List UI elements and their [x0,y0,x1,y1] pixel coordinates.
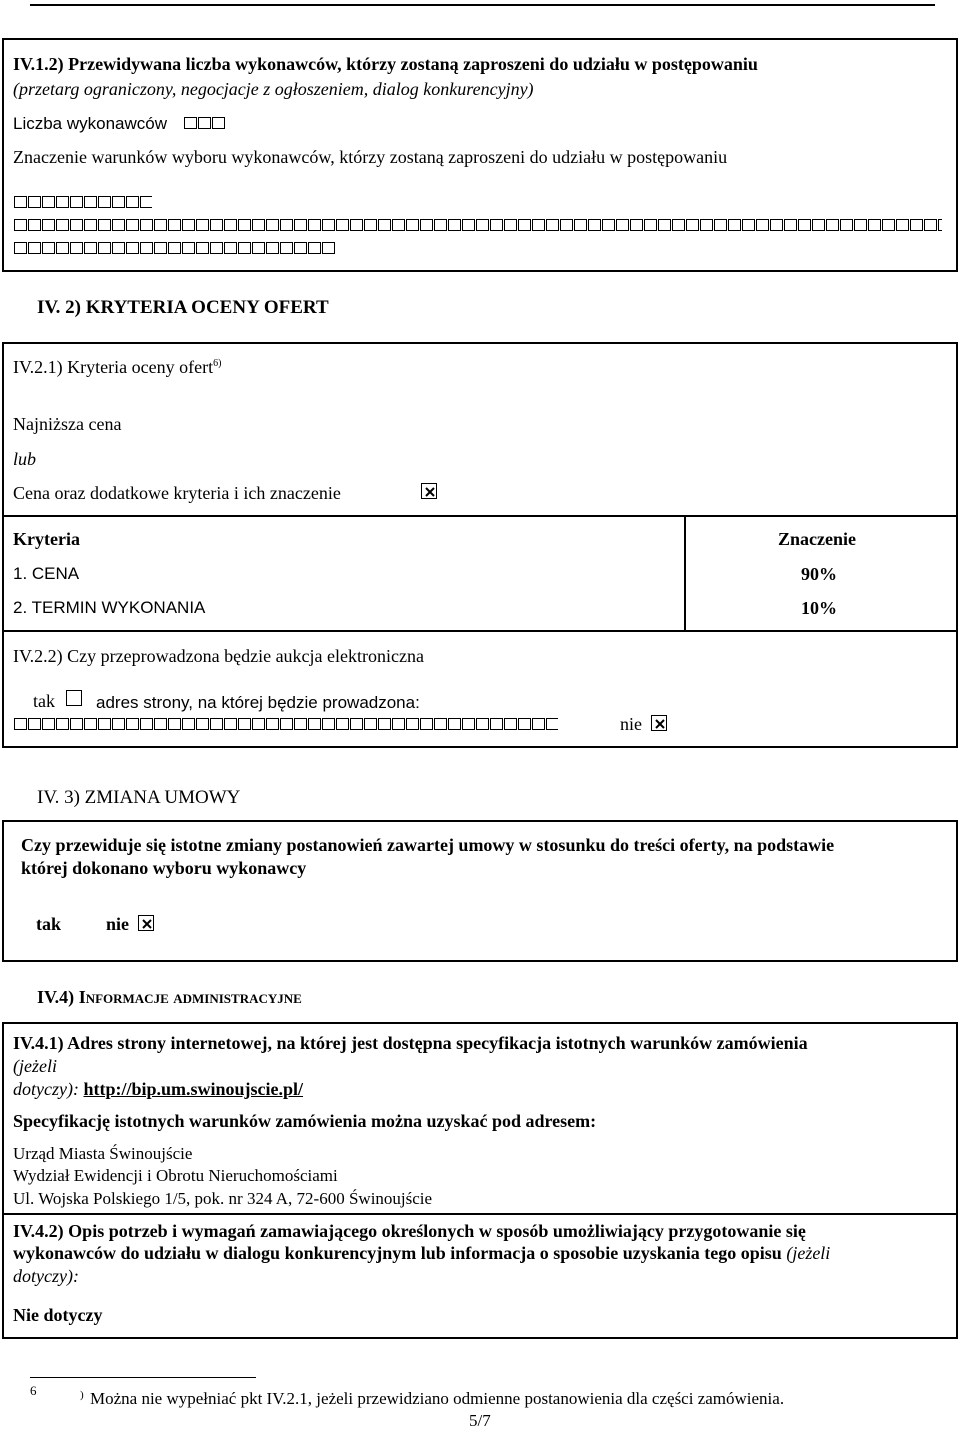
iv22-no-label: nie [620,714,642,734]
placeholder-glyph-icon [14,219,942,235]
iv41-heading: IV.4.1) Adres strony internetowej, na której jest dostępna specyfikacja istotnych warunków zamówienia [13,1033,808,1053]
criteria-row-name: 2. TERMIN WYKONANIA [13,598,206,617]
iv3-question: Czy przewiduje się istotne zmiany postanowień zawartej umowy w stosunku do treści oferty, na podstawie [21,835,835,855]
col-weight-header: Znaczenie [778,529,856,549]
iv12-note: (przetarg ograniczony, negocjacje z ogłoszeniem, dialog konkurencyjny) [13,79,534,99]
iv42-heading-line2 [13,1243,830,1264]
iv12-heading: IV.1.2) Przewidywana liczba wykonawców, którzy zostaną zaproszeni do udziału w postępowaniu [13,54,758,74]
criteria-table-top-rule [2,515,958,517]
criteria-row-weight: 10% [801,598,837,618]
iv22-address-label: adres strony, na której będzie prowadzona: [96,693,420,712]
checked-box-icon[interactable] [651,715,667,731]
criteria-table-bottom-rule [2,630,958,632]
iv21-heading-text: IV.2.1) Kryteria oceny ofert [13,357,214,377]
iv2-heading-text: KRYTERIA OCENY OFERT [85,297,329,318]
iv42-note-part2: dotyczy): [13,1266,79,1286]
iv3-no-label: nie [106,914,130,934]
iv42-heading-line2-text: wykonawców do udziału w dialogu konkurencyjnym lub informacja o sposobie uzyskania tego opisu [13,1243,782,1263]
iv22-heading: IV.2.2) Czy przeprowadzona będzie aukcja elektroniczna [13,646,424,666]
placeholder-glyph-icon [14,718,558,734]
iv41-note-part2: dotyczy): [13,1079,79,1099]
col-criteria-header: Kryteria [13,529,80,549]
spec-url-link[interactable]: http://bip.um.swinoujscie.pl/ [83,1079,304,1099]
criteria-table-divider [684,515,686,631]
address-line: Wydział Ewidencji i Obrotu Nieruchomościami [13,1166,338,1185]
iv3-yes-label: tak [36,914,62,934]
address-line: Ul. Wojska Polskiego 1/5, pok. nr 324 A, 72-600 Świnoujście [13,1189,433,1208]
footnote-ref: 6) [213,358,222,369]
iv42-answer: Nie dotyczy [13,1305,103,1325]
address-line: Urząd Miasta Świnoujście [13,1144,193,1163]
footnote-rule [30,1377,256,1378]
spec-address-label: Specyfikację istotnych warunków zamówienia można uzyskać pod adresem: [13,1111,597,1131]
iv2-heading-num: IV. 2) [37,297,81,318]
empty-box-icon[interactable] [66,690,82,706]
iv2-heading [37,297,329,319]
footnote-text: Można nie wypełniać pkt IV.2.1, jeżeli przewidziano odmienne postanowienia dla części zamówienia. [90,1389,785,1408]
iv22-yes-label: tak [33,691,55,711]
footnote-number: 6 [30,1383,37,1398]
option-lowest-price: Najniższa cena [13,414,122,434]
placeholder-glyph-icon [14,242,338,258]
iv42-note-part1: (jeżeli [786,1243,831,1263]
page-number: 5/7 [469,1411,491,1430]
checked-box-icon[interactable] [421,483,437,499]
iv12-count-label: Liczba wykonawców [13,114,168,133]
criteria-row-name: 1. CENA [13,564,80,583]
iv4-heading-num: IV.4) [37,987,75,1007]
or-label: lub [13,449,37,469]
iv3-question-line2: której dokonano wyboru wykonawcy [21,858,307,878]
iv21-heading [13,357,221,378]
iv12-criteria-label: Znaczenie warunków wyboru wykonawców, którzy zostaną zaproszeni do udziału w postępowaniu [13,147,728,167]
criteria-row-weight: 90% [801,564,837,584]
iv42-heading-line1: IV.4.2) Opis potrzeb i wymagań zamawiającego określonych w sposób umożliwiający przygotowanie się [13,1221,806,1241]
iv41-note-part1: (jeżeli [13,1056,57,1076]
placeholder-glyph-icon [14,196,152,212]
iv3-heading: IV. 3) ZMIANA UMOWY [37,787,241,808]
placeholder-glyph-icon [184,117,229,133]
iv41-url-line [13,1079,303,1100]
footnote-paren: ) [80,1389,84,1401]
checked-box-icon[interactable] [138,915,154,931]
top-rule [30,4,935,6]
option-price-plus: Cena oraz dodatkowe kryteria i ich znaczenie [13,483,341,503]
iv4-heading [37,987,302,1008]
iv4-heading-text: Informacje administracyjne [78,987,302,1007]
